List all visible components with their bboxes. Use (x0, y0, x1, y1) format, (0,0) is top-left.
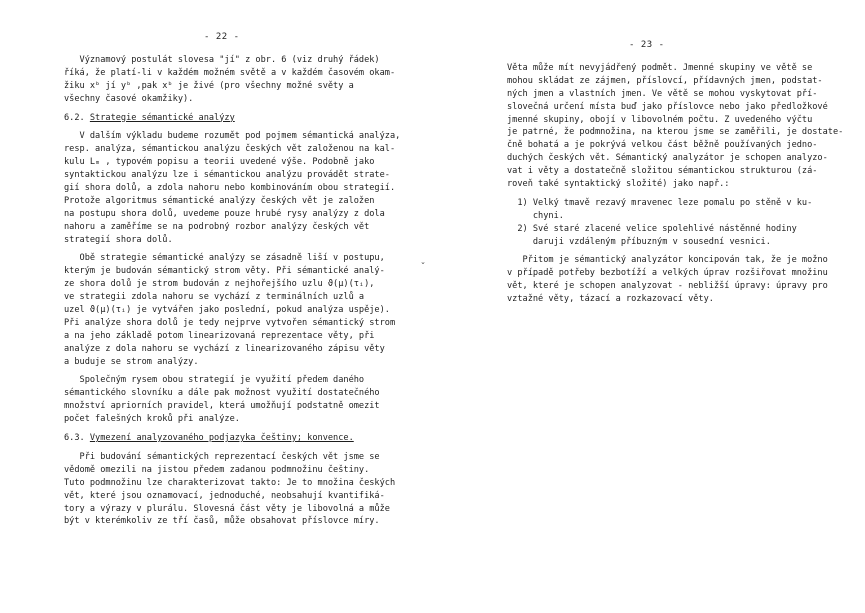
text-line: syntaktickou analýzu lze i sémantickou analýzu provádět strate- (64, 170, 390, 181)
text-line: duchých českých vět. Sémantický analyzátor je schopen analyzo- (507, 153, 828, 164)
text-line: Významový postulát slovesa "jí" z obr. 6 (viz druhý řádek) (64, 55, 380, 65)
left-page-body (64, 54, 400, 534)
text-line: strategií shora dolů. (64, 234, 173, 245)
text-line: vět, které jsou oznamovací, jednoduché, neobsahují kvantifiká- (64, 490, 385, 501)
text-line: vztažné věty, tázací a rozkazovací věty. (507, 294, 714, 305)
text-line: počet falešných kroků při analýze. (64, 414, 240, 425)
section-title: Strategie sémantické analýzy (89, 112, 235, 123)
text-line: množství apriorních pravidel, která umožňují podstatně omezit (64, 401, 380, 412)
text-line: Tuto podmnožinu lze charakterizovat takto: Je to množina českých (64, 477, 396, 488)
text-line: V dalším výkladu budeme rozumět pod pojmem sémantická analýza, (64, 131, 401, 142)
text-line: vědomě omezili na jistou předem zadanou podmnožinu češtiny. (64, 464, 370, 475)
text-line: Věta může mít nevyjádřený podmět. Jmenné skupiny ve větě se (507, 63, 813, 73)
list-item-line: daruji vzdáleným příbuzným v sousední vesnici. (507, 236, 771, 247)
right-page (432, 0, 865, 613)
text-line: všechny časové okamžiky). (64, 93, 194, 104)
text-line: roveň také syntaktický složité) jako např.: (507, 179, 730, 190)
text-line: na postupu shora dolů, uvedeme pouze hrubé rysy analýzy z dola (64, 208, 385, 219)
margin-mark: ˇ (420, 262, 427, 273)
text-line: kulu Lₘ , typovém popisu a teorii uvedené výše. Podobně jako (64, 157, 375, 168)
list-item-line: 2) Své staré zlacené velice spolehlivé nástěnné hodiny (507, 223, 797, 234)
right-page-body (507, 62, 843, 312)
section-heading (64, 112, 400, 125)
text-line: a buduje se strom analýzy. (64, 356, 199, 367)
text-line: uzel ϑ(µ)(τᵢ) je vytvářen jako poslední, pokud analýza uspěje). (64, 305, 390, 316)
text-line: v případě potřeby bezbotíží a velkých úprav rozšiřovat množinu (507, 268, 828, 279)
page-number: - 22 - (204, 32, 240, 42)
text-line: analýze z dola nahoru se vychází z linearizovaného zápisu věty (64, 343, 385, 354)
text-line: být v kterémkoliv ze tří časů, může obsahovat příslovce míry. (64, 516, 380, 527)
text-line: Protože algoritmus sémantické analýzy českých vět je založen (64, 195, 375, 206)
text-line: ných jmen a vlastních jmen. Ve větě se mohou vyskytovat pří- (507, 88, 818, 99)
text-line: Při analýze shora dolů je tedy nejprve vytvořen sémantický strom (64, 317, 396, 328)
paragraph-gap (64, 528, 400, 534)
text-line: kterým je budován sémantický strom věty. Při sémantické analý- (64, 266, 385, 277)
text-line: vat i věty a dostatečně složitou sémantickou strukturou (zá- (507, 166, 818, 177)
text-line: nahoru a zaměříme se na podrobný rozbor analýzy českých vět (64, 221, 370, 232)
text-line: jmenné skupiny, obojí v libovolném počtu. Z uvedeného výčtu (507, 114, 813, 125)
text-line: Společným rysem obou strategií je využití předem daného (64, 375, 365, 386)
page-number: - 23 - (629, 40, 665, 50)
text-line: tory a výrazy v plurálu. Slovesná část věty je libovolná a může (64, 503, 390, 514)
text-line: gií shora dolů, a zdola nahoru nebo kombinováním obou strategií. (64, 183, 396, 194)
list-item-line: chyni. (507, 210, 564, 221)
text-line: ve strategii zdola nahoru se vychází z terminálních uzlů a (64, 292, 365, 303)
text-line: vět, které je schopen analyzovat - nebližší úpravy: úpravy pro (507, 281, 828, 292)
paragraph-gap (507, 306, 843, 312)
left-page (0, 0, 432, 613)
section-heading (64, 432, 400, 445)
text-line: a na jeho základě potom linearizovaná reprezentace věty, při (64, 330, 375, 341)
text-line: slovečná určení místa buď jako příslovce nebo jako předložkové (507, 101, 828, 112)
list-item-line: 1) Velký tmavě rezavý mravenec leze pomalu po stěně v ku- (507, 197, 813, 208)
text-line: mohou skládat ze zájmen, příslovcí, přídavných jmen, podstat- (507, 75, 823, 86)
text-line: ze shora dolů je strom budován z nejhořejšího uzlu ϑ(µ)(τᵢ), (64, 279, 375, 290)
section-title: Vymezení analyzovaného podjazyka češtiny; konvence. (89, 433, 354, 444)
text-line: Přitom je sémantický analyzátor koncipován tak, že je možno (507, 255, 828, 266)
text-line: je patrné, že podmnožina, na kterou jsme se zaměřili, je dostate- (507, 127, 844, 138)
text-line: Obě strategie sémantické analýzy se zásadně liší v postupu, (64, 253, 385, 264)
section-number: 6.3. (64, 433, 90, 444)
text-line: čně bohatá a je pokrývá velkou část běžně používaných jedno- (507, 140, 818, 151)
text-line: žiku xᵇ jí yᵇ ,pak xᵇ je živé (pro všechny možné světy a (64, 80, 354, 91)
text-line: sémantického slovníku a dále pak možnost využití dostatečného (64, 388, 380, 399)
text-line: resp. analýza, sémantickou analýzu českých vět založenou na kal- (64, 144, 396, 155)
section-number: 6.2. (64, 112, 90, 123)
text-line: Při budování sémantických reprezentací českých vět jsme se (64, 451, 380, 462)
text-line: říká, že platí-li v každém možném světě a v každém časovém okam- (64, 67, 396, 78)
